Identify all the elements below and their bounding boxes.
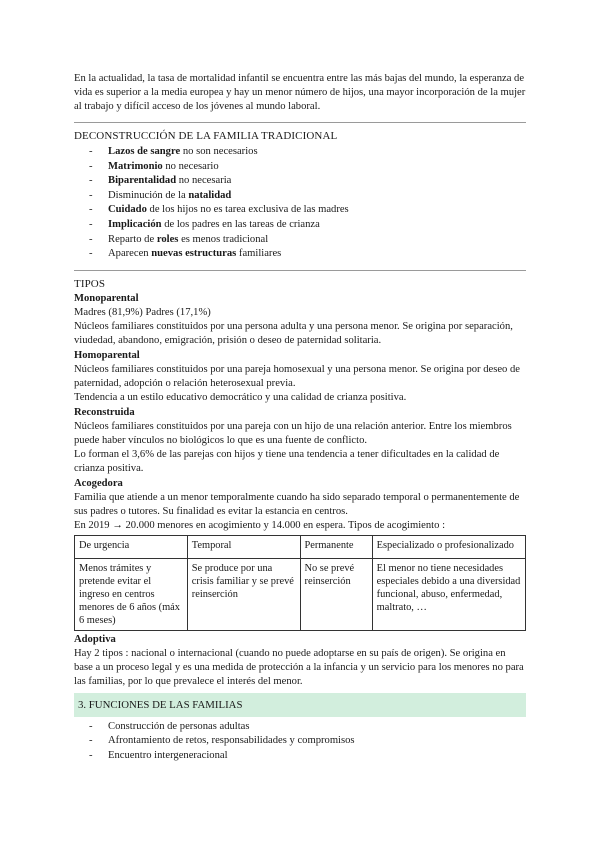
list-item: - Afrontamiento de retos, responsabilidades y compromisos xyxy=(74,734,526,749)
dash-bullet: - xyxy=(89,175,93,187)
list-item: - Matrimonio no necesario xyxy=(74,160,526,175)
list-item: - Lazos de sangre no son necesarios xyxy=(74,145,526,160)
table-cell: Se produce por una crisis familiar y se prevé reinserción xyxy=(187,558,300,630)
section-divider xyxy=(74,122,526,123)
table-header-cell: De urgencia xyxy=(75,535,188,558)
monoparental-line: Madres (81,9%) Padres (17,1%) xyxy=(74,306,211,318)
dash-bullet: - xyxy=(89,749,93,761)
monoparental-title: Monoparental xyxy=(74,292,139,304)
acogedora-title: Acogedora xyxy=(74,477,123,489)
acogedora-line: Familia que atiende a un menor temporalmente cuando ha sido separado temporal o permanentemente de sus padres o tutores. Su finalidad es evitar la estancia en centros. xyxy=(74,491,520,517)
list-item: - Cuidado de los hijos no es tarea exclusiva de las madres xyxy=(74,203,526,218)
table-cell: El menor no tiene necesidades especiales debido a una diversidad funcional, abuso, enfermedad, maltrato, … xyxy=(372,558,525,630)
dash-bullet: - xyxy=(89,218,93,230)
list-item: - Construcción de personas adultas xyxy=(74,720,526,735)
acogedora-line: En 2019 → 20.000 menores en acogimiento y 14.000 en espera. Tipos de acogimiento : xyxy=(74,519,446,531)
dash-bullet: - xyxy=(89,248,93,260)
dash-bullet: - xyxy=(89,720,93,732)
homoparental-line: Núcleos familiares constituidos por una pareja homosexual y una persona menor. Se origina por deseo de paternidad, adopción o relación heterosexual previa. xyxy=(74,363,520,389)
section-divider xyxy=(74,270,526,271)
homoparental-line: Tendencia a un estilo educativo democrático y una calidad de crianza positiva. xyxy=(74,391,407,403)
adoptiva-title: Adoptiva xyxy=(74,633,116,645)
funciones-list xyxy=(74,720,526,764)
tipos-heading: TIPOS xyxy=(74,277,106,290)
intro-paragraph: En la actualidad, la tasa de mortalidad infantil se encuentra entre las más bajas del mundo, la esperanza de vida es superior a la media europea y hay un menor número de hijos, una mayor incorporación de la mujer al trabajo y difícil acceso de los jóvenes al mundo laboral. xyxy=(74,73,526,112)
list-item: - Reparto de roles es menos tradicional xyxy=(74,233,526,248)
table-header-cell: Permanente xyxy=(300,535,372,558)
dash-bullet: - xyxy=(89,233,93,245)
table-header-cell: Especializado o profesionalizado xyxy=(372,535,525,558)
dash-bullet: - xyxy=(89,146,93,157)
reconstruida-line: Núcleos familiares constituidos por una pareja con un hijo de una relación anterior. Entre los miembros puede haber vínculos no biológicos lo que es una fuente de conflicto. xyxy=(74,420,512,446)
acogimiento-table xyxy=(74,535,526,631)
deconstruccion-list xyxy=(74,145,526,262)
dash-bullet: - xyxy=(89,204,93,216)
adoptiva-line: Hay 2 tipos : nacional o internacional (cuando no puede adoptarse en su país de origen). Se origina en base a un proceso legal y es una medida de protección a la infancia y un servicio para los menores no para las familias, por lo que prevalece el interés del menor. xyxy=(74,647,524,687)
funciones-heading: 3. FUNCIONES DE LAS FAMILIAS xyxy=(74,693,526,717)
list-item: - Disminución de la natalidad xyxy=(74,189,526,204)
dash-bullet: - xyxy=(89,735,93,747)
list-item: - Implicación de los padres en las tareas de crianza xyxy=(74,218,526,233)
document-page xyxy=(74,72,526,764)
table-header-row xyxy=(75,535,526,558)
list-item: - Encuentro intergeneracional xyxy=(74,749,526,764)
dash-bullet: - xyxy=(89,189,93,201)
reconstruida-line: Lo forman el 3,6% de las parejas con hijos y tiene una tendencia a tener dificultades en la calidad de crianza positiva. xyxy=(74,448,500,474)
dash-bullet: - xyxy=(89,160,93,172)
reconstruida-title: Reconstruida xyxy=(74,406,135,418)
monoparental-line: Núcleos familiares constituidos por una persona adulta y una persona menor. Se origina por separación, viudedad, abandono, emigración, prisión o deseo de paternidad solitaria. xyxy=(74,320,513,346)
table-cell: No se prevé reinserción xyxy=(300,558,372,630)
table-row xyxy=(75,558,526,630)
table-cell: Menos trámites y pretende evitar el ingreso en centros menores de 6 años (máx 6 meses) xyxy=(75,558,188,630)
list-item: - Aparecen nuevas estructuras familiares xyxy=(74,247,526,262)
deconstruccion-heading: DECONSTRUCCIÓN DE LA FAMILIA TRADICIONAL xyxy=(74,130,338,142)
homoparental-title: Homoparental xyxy=(74,349,140,361)
list-item: - Biparentalidad no necesaria xyxy=(74,174,526,189)
table-header-cell: Temporal xyxy=(187,535,300,558)
